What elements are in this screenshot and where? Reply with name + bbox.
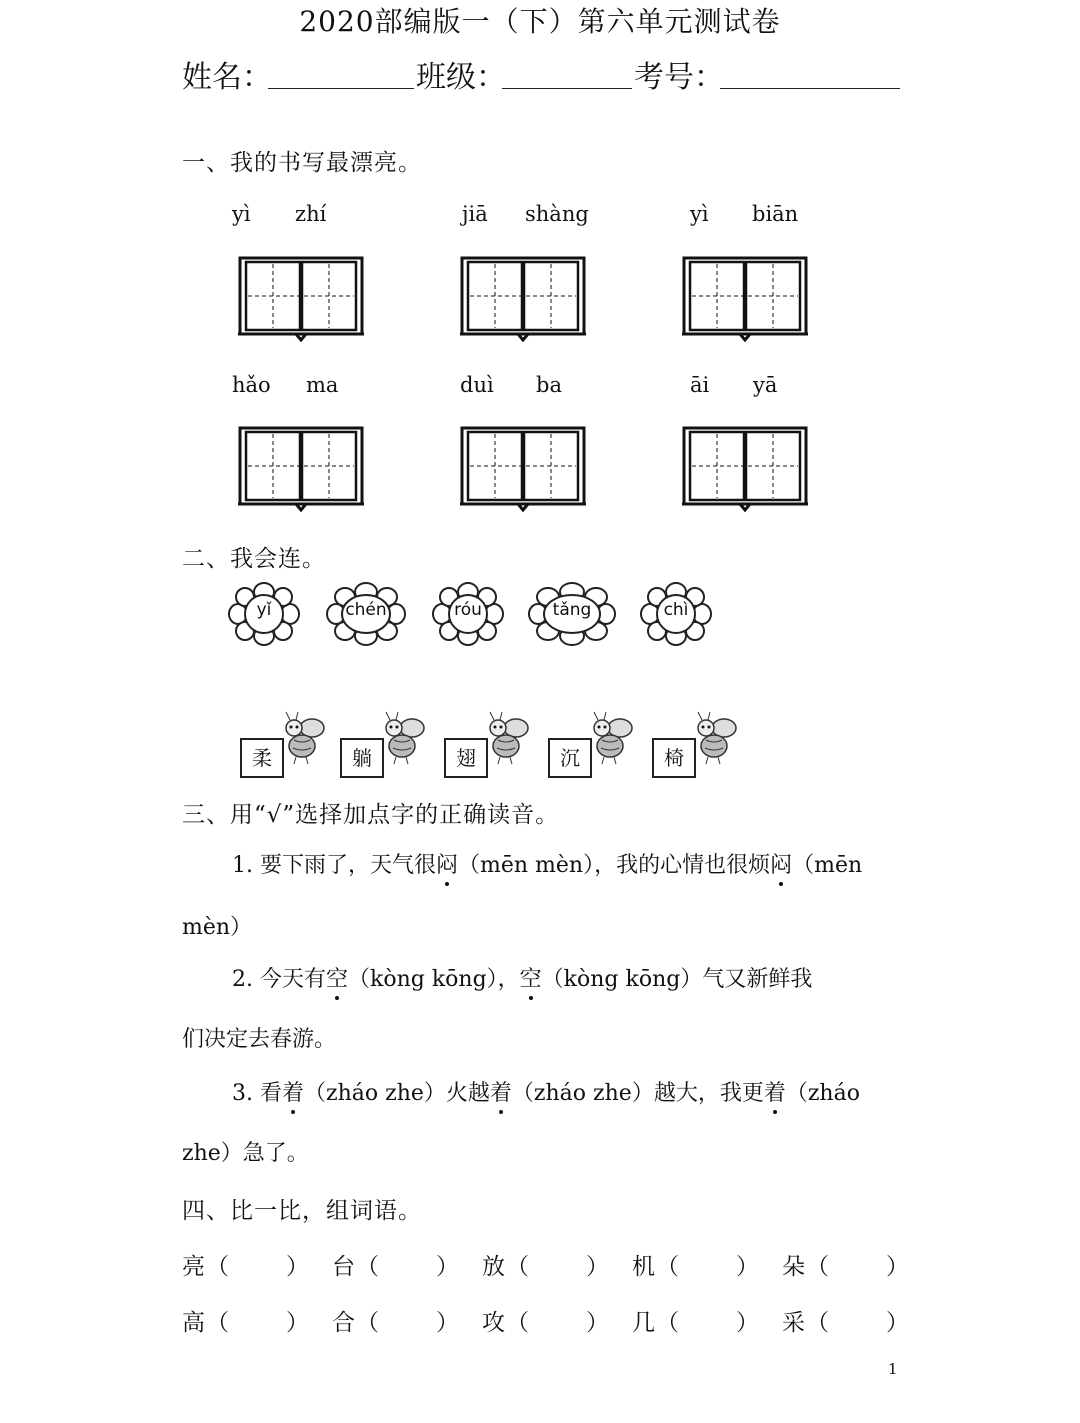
- writing-grid-book-icon[interactable]: [680, 252, 810, 342]
- q3-text: （zháo zhe）越大，我更: [511, 1081, 764, 1106]
- q2-text: 2. 今天有: [232, 967, 326, 992]
- paren-close: ）: [286, 1310, 309, 1336]
- dotted-char: 着: [764, 1076, 786, 1107]
- char-box[interactable]: 沉: [548, 738, 592, 778]
- char-box[interactable]: 翅: [444, 738, 488, 778]
- pinyin: yì: [232, 202, 251, 226]
- flower-pinyin[interactable]: [432, 582, 504, 646]
- paren-open: （: [356, 1254, 379, 1280]
- flower-pinyin[interactable]: [640, 582, 712, 646]
- page-title: 2020部编版一（下）第六单元测试卷: [299, 5, 781, 38]
- paren-open: （: [506, 1310, 529, 1336]
- word-char: 采: [782, 1310, 805, 1336]
- flower-pinyin[interactable]: [228, 582, 300, 646]
- question-2-line1: [232, 962, 902, 993]
- class-label: 班级：: [416, 60, 506, 95]
- dotted-char: 闷: [770, 848, 792, 879]
- q3-text: （zháo: [785, 1081, 860, 1106]
- paren-close: ）: [436, 1254, 459, 1280]
- q3-text: 3. 看: [232, 1081, 282, 1106]
- pinyin: biān: [752, 202, 799, 226]
- writing-grid-book-icon[interactable]: [236, 422, 366, 512]
- paren-open: （: [206, 1254, 229, 1280]
- paren-close: ）: [886, 1254, 909, 1280]
- q1-text: 1. 要下雨了，天气很: [232, 853, 436, 878]
- paren-open: （: [806, 1254, 829, 1280]
- flower-label: chì: [663, 600, 689, 620]
- paren-open: （: [206, 1310, 229, 1336]
- paren-close: ）: [586, 1254, 609, 1280]
- q1-text: （mēn mèn），我的心情也很烦: [458, 853, 771, 878]
- paren-close: ）: [436, 1310, 459, 1336]
- dotted-char: 空: [520, 962, 542, 993]
- paren-open: （: [806, 1310, 829, 1336]
- question-1-line1: [232, 848, 902, 879]
- bee-icon: [480, 710, 532, 766]
- flower-pinyin[interactable]: [326, 582, 406, 646]
- section-1-heading: 一、我的书写最漂亮。: [182, 150, 422, 176]
- dotted-char: 着: [282, 1076, 304, 1107]
- dotted-char: 空: [326, 962, 348, 993]
- char-box[interactable]: 柔: [240, 738, 284, 778]
- paren-close: ）: [736, 1310, 759, 1336]
- page-number: 1: [888, 1360, 898, 1378]
- pinyin: zhí: [295, 202, 327, 226]
- word-char: 攻: [482, 1310, 505, 1336]
- word-char: 朵: [782, 1254, 805, 1280]
- word-char: 合: [332, 1310, 355, 1336]
- paren-open: （: [656, 1254, 679, 1280]
- pinyin: duì: [460, 373, 494, 397]
- writing-grid-book-icon[interactable]: [458, 422, 588, 512]
- char-box[interactable]: 椅: [652, 738, 696, 778]
- word-char: 台: [332, 1254, 355, 1280]
- char-box[interactable]: 躺: [340, 738, 384, 778]
- pinyin: yì: [690, 202, 709, 226]
- word-char: 机: [632, 1254, 655, 1280]
- word-char: 放: [482, 1254, 505, 1280]
- q2-text: （kòng kōng），: [348, 967, 520, 992]
- number-blank[interactable]: [720, 54, 900, 89]
- dotted-char: 闷: [436, 848, 458, 879]
- bee-icon: [584, 710, 636, 766]
- section-2-heading: 二、我会连。: [182, 546, 326, 572]
- flower-label: yǐ: [256, 600, 272, 620]
- flower-label: chén: [345, 600, 387, 620]
- flower-label: tǎng: [552, 600, 592, 620]
- section-3-heading: 三、用“√”选择加点字的正确读音。: [182, 802, 560, 828]
- question-2-line2: 们决定去春游。: [182, 1027, 337, 1052]
- paren-open: （: [656, 1310, 679, 1336]
- paren-close: ）: [286, 1254, 309, 1280]
- pinyin: hǎo: [232, 373, 271, 397]
- question-1-line2: mèn）: [182, 915, 253, 940]
- class-blank[interactable]: [502, 54, 632, 89]
- bee-icon: [276, 710, 328, 766]
- paren-open: （: [506, 1254, 529, 1280]
- pinyin: ba: [536, 373, 562, 397]
- writing-grid-book-icon[interactable]: [236, 252, 366, 342]
- paren-close: ）: [586, 1310, 609, 1336]
- number-label: 考号：: [634, 60, 724, 95]
- bee-icon: [688, 710, 740, 766]
- word-char: 亮: [182, 1254, 205, 1280]
- pinyin: āi: [690, 373, 710, 397]
- paren-open: （: [356, 1310, 379, 1336]
- paren-close: ）: [886, 1310, 909, 1336]
- flower-pinyin[interactable]: [528, 582, 616, 646]
- writing-grid-book-icon[interactable]: [680, 422, 810, 512]
- bee-icon: [376, 710, 428, 766]
- pinyin: yā: [753, 373, 778, 397]
- question-3-line1: [232, 1076, 902, 1107]
- paren-close: ）: [736, 1254, 759, 1280]
- word-char: 几: [632, 1310, 655, 1336]
- pinyin: jiā: [462, 202, 488, 226]
- name-label: 姓名：: [182, 60, 272, 95]
- name-blank[interactable]: [268, 54, 414, 89]
- writing-grid-book-icon[interactable]: [458, 252, 588, 342]
- q1-text: （mēn: [792, 853, 863, 878]
- word-char: 高: [182, 1310, 205, 1336]
- dotted-char: 着: [490, 1076, 512, 1107]
- flower-label: róu: [454, 600, 482, 620]
- question-3-line2: zhe）急了。: [182, 1141, 309, 1166]
- pinyin: shàng: [525, 202, 589, 226]
- q2-text: （kòng kōng）气又新鲜我: [541, 967, 813, 992]
- q3-text: （zháo zhe）火越: [304, 1081, 490, 1106]
- pinyin: ma: [306, 373, 339, 397]
- section-4-heading: 四、比一比，组词语。: [182, 1198, 422, 1224]
